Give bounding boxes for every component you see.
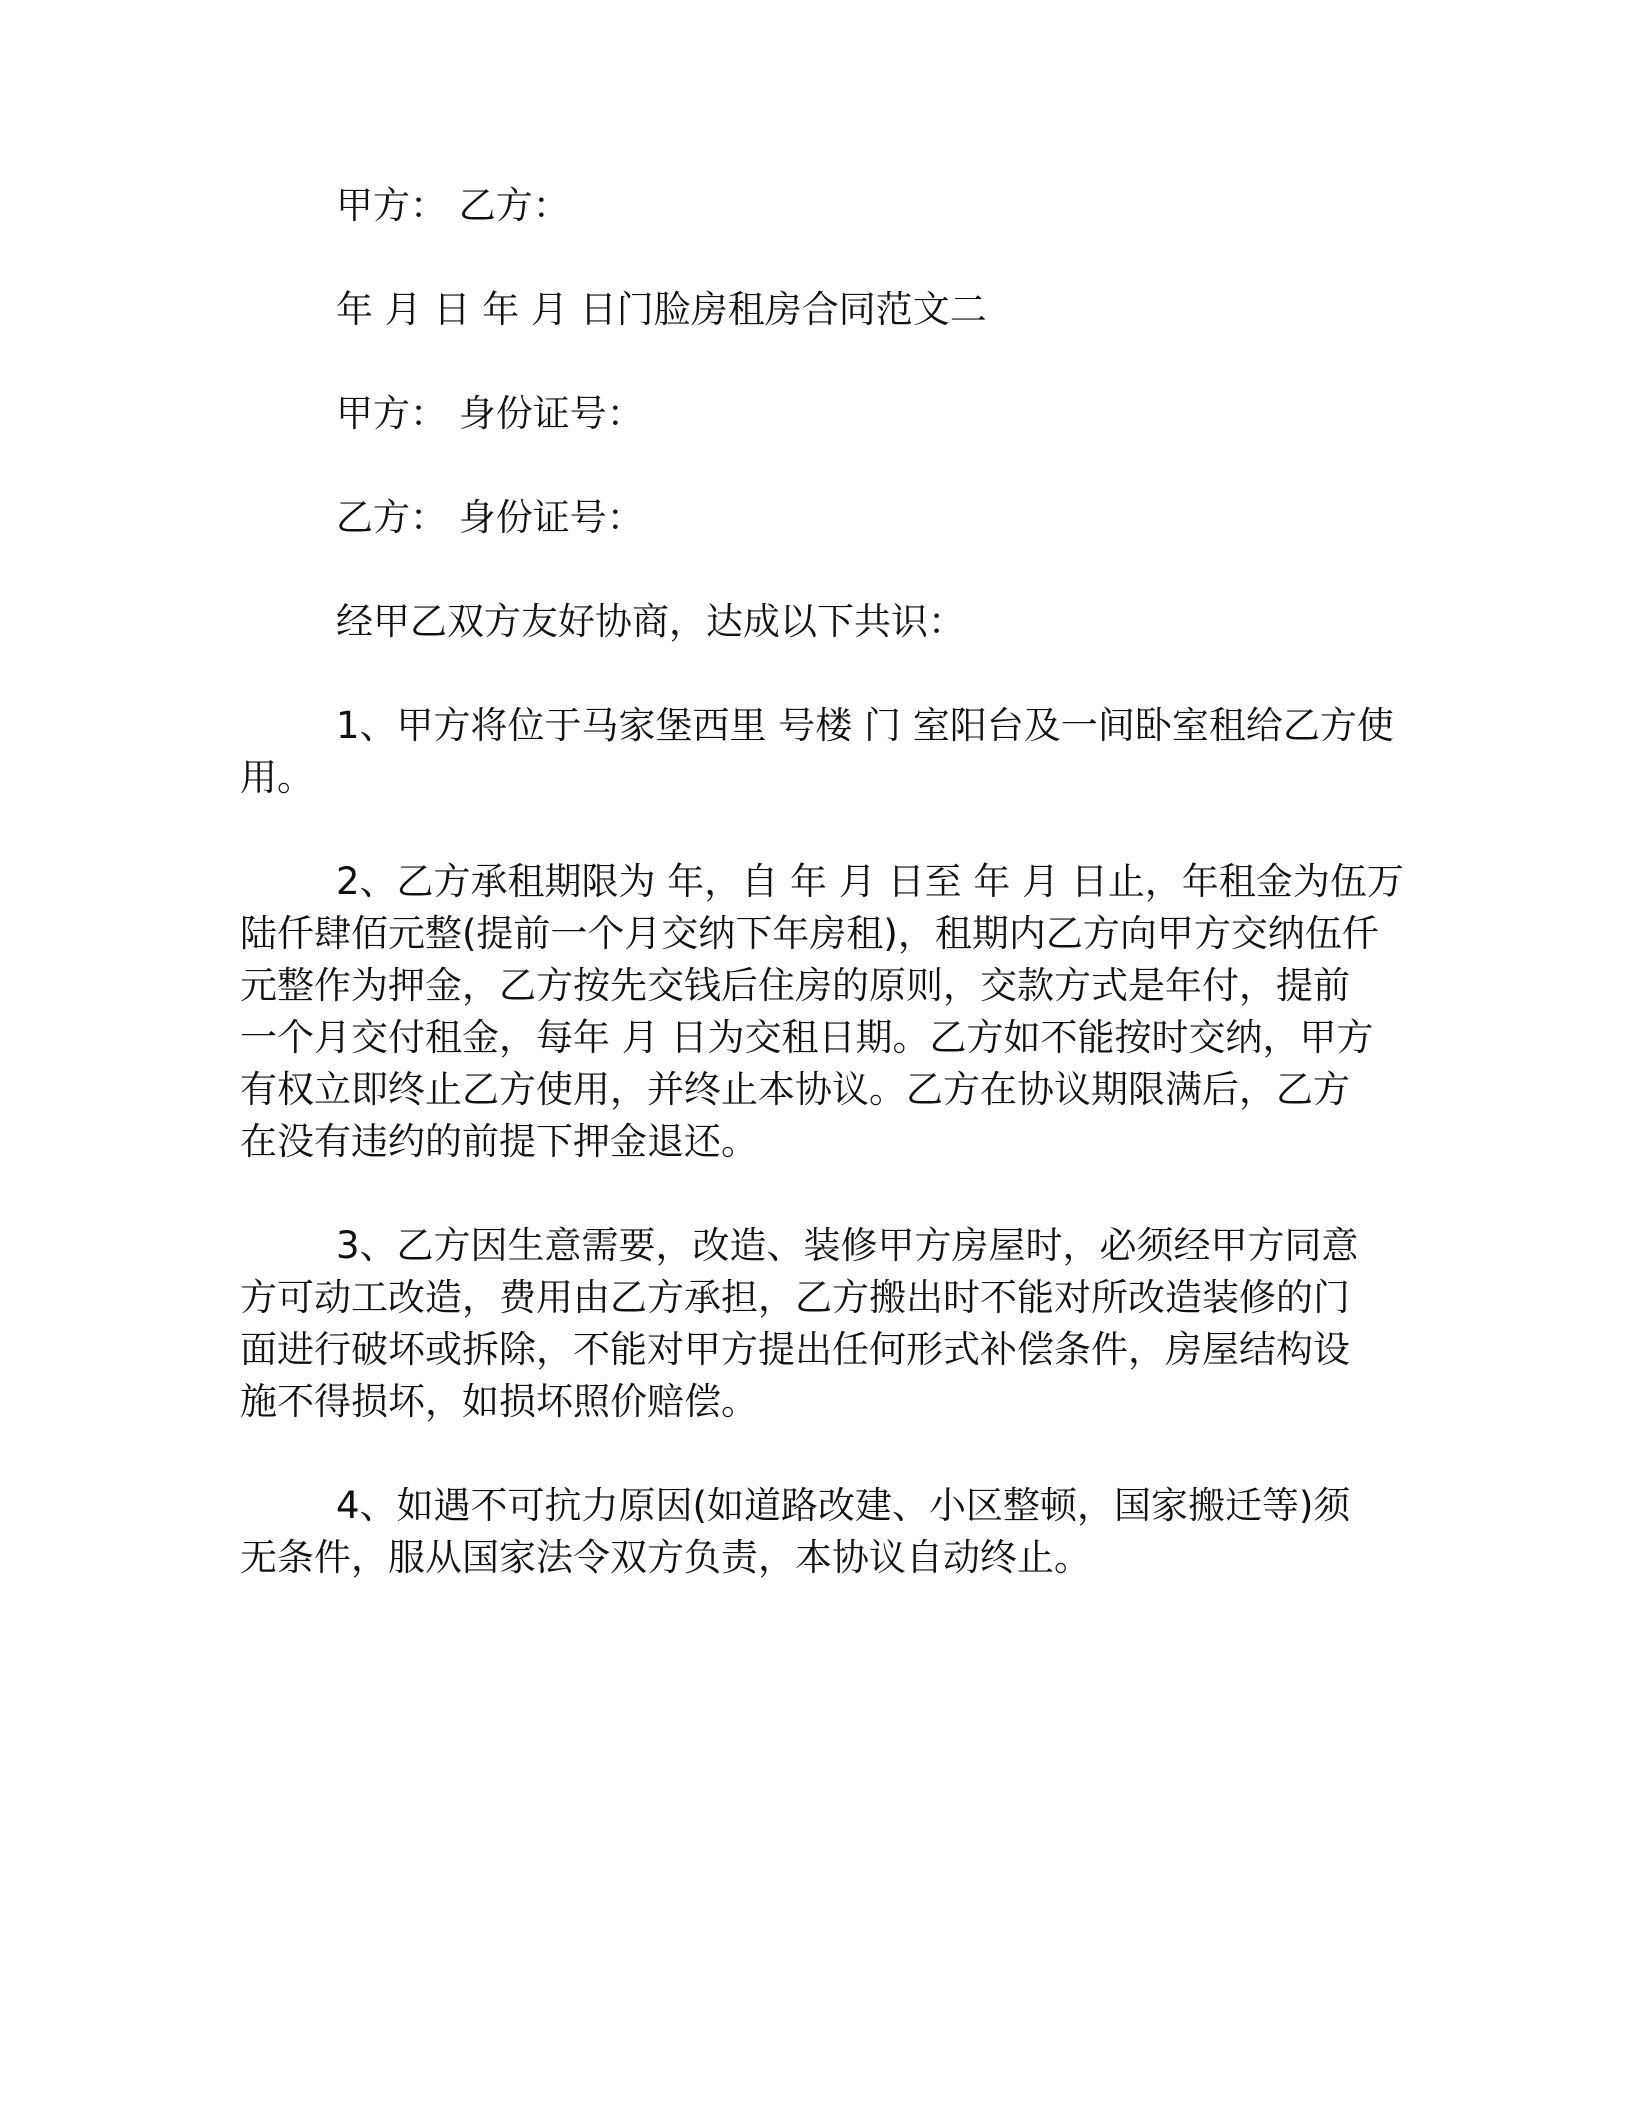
text-line: 方可动工改造，费用由乙方承担，乙方搬出时不能对所改造装修的门 [240, 1276, 1350, 1319]
text-line: 施不得损坏，如损坏照价赔偿。 [240, 1380, 758, 1423]
text-line: 3、乙方因生意需要，改造、装修甲方房屋时，必须经甲方同意 [336, 1224, 1359, 1267]
date-title-line [240, 284, 1405, 336]
text-line: 经甲乙双方友好协商，达成以下共识： [336, 600, 965, 643]
text-line: 无条件，服从国家法令双方负责，本协议自动终止。 [240, 1536, 1091, 1579]
text-line: 1、甲方将位于马家堡西里 号楼 门 室阳台及一间卧室租给乙方使 [336, 704, 1394, 747]
party-b-id-line [240, 492, 1405, 544]
clause-4 [240, 1480, 1405, 1584]
clause-2 [240, 856, 1405, 1168]
text-line: 年 月 日 年 月 日门脸房租房合同范文二 [336, 288, 987, 331]
clause-1 [240, 700, 1405, 804]
text-line: 用。 [240, 756, 314, 799]
text-line: 元整作为押金，乙方按先交钱后住房的原则，交款方式是年付，提前 [240, 964, 1350, 1007]
text-line: 甲方： 乙方： [336, 184, 570, 227]
clause-3 [240, 1220, 1405, 1428]
contract-text [240, 180, 1405, 1636]
parties-line [240, 180, 1405, 232]
text-line: 一个月交付租金，每年 月 日为交租日期。乙方如不能按时交纳，甲方 [240, 1016, 1374, 1059]
text-line: 乙方： 身份证号： [336, 496, 644, 539]
text-line: 有权立即终止乙方使用，并终止本协议。乙方在协议期限满后，乙方 [240, 1068, 1350, 1111]
text-line: 面进行破坏或拆除，不能对甲方提出任何形式补偿条件，房屋结构设 [240, 1328, 1350, 1371]
party-a-id-line [240, 388, 1405, 440]
text-line: 陆仟肆佰元整(提前一个月交纳下年房租)，租期内乙方向甲方交纳伍仟 [240, 912, 1379, 955]
text-line: 甲方： 身份证号： [336, 392, 644, 435]
text-line: 2、乙方承租期限为 年，自 年 月 日至 年 月 日止，年租金为伍万 [336, 860, 1404, 903]
text-line: 4、如遇不可抗力原因(如道路改建、小区整顿，国家搬迁等)须 [336, 1484, 1351, 1527]
text-line: 在没有违约的前提下押金退还。 [240, 1120, 758, 1163]
consensus-line [240, 596, 1405, 648]
